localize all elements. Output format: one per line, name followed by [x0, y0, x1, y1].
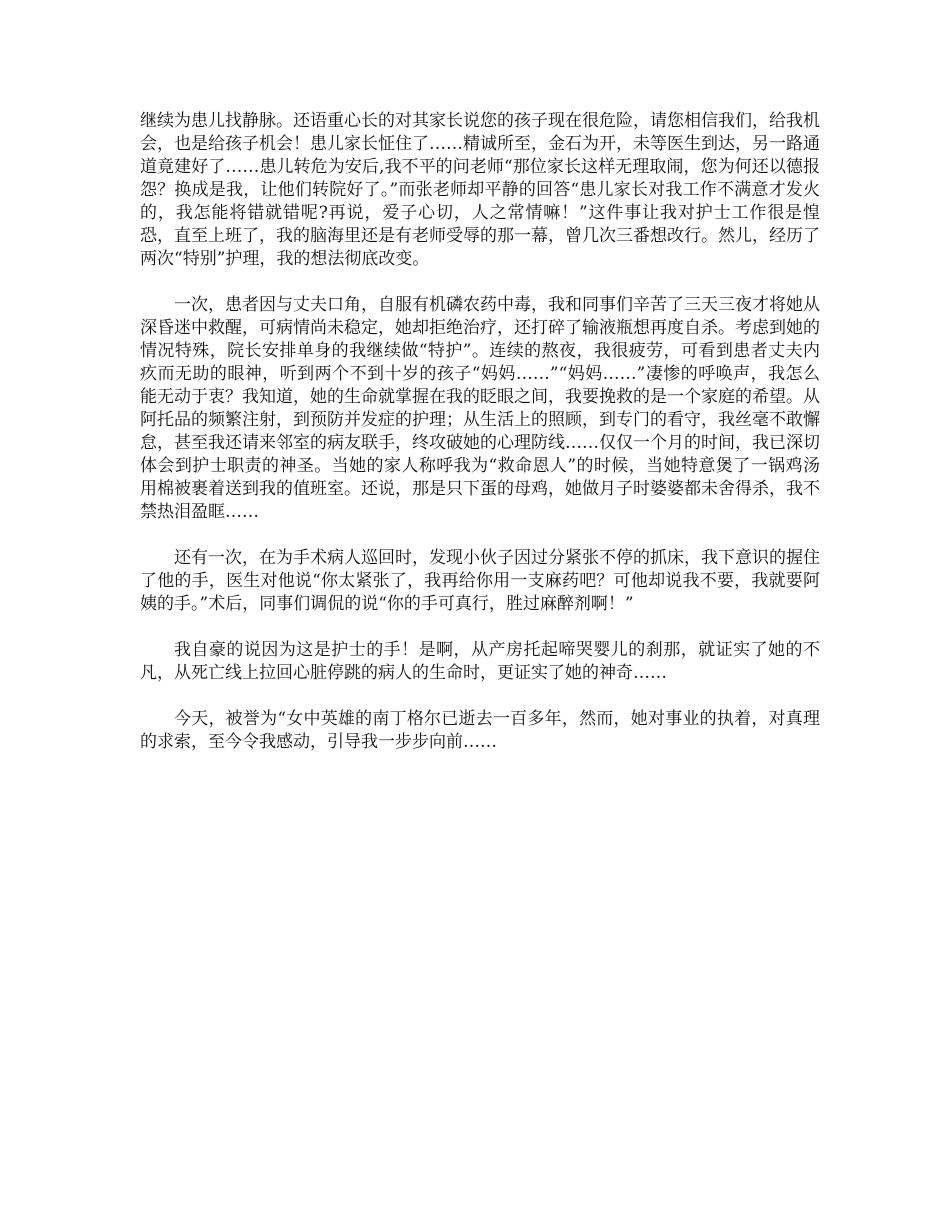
paragraph-2: 一次，患者因与丈夫口角，自服有机磷农药中毒，我和同事们辛苦了三天三夜才将她从深昏迷中救醒，可病情尚未稳定，她却拒绝治疗，还打碎了输液瓶想再度自杀。考虑到她的情况特殊，院长安排单身的我继续做“特护”。连续的熬夜，我很疲劳，可看到患者丈夫内疚而无助的眼神，听到两个不到十岁的孩子“妈妈……”“妈妈……”凄惨的呼唤声，我怎么能无动于衷？我知道，她的生命就掌握在我的眨眼之间，我要挽救的是一个家庭的希望。从阿托品的频繁注射，到预防并发症的护理；从生活上的照顾，到专门的看守，我丝毫不敢懈怠，甚至我还请来邻室的病友联手，终攻破她的心理防线……仅仅一个月的时间，我已深切体会到护士职责的神圣。当她的家人称呼我为“救命恩人”的时候，当她特意煲了一锅鸡汤用棉被裹着送到我的值班室。还说，那是只下蛋的母鸡，她做月子时婆婆都未舍得杀，我不禁热泪盈眶……: [140, 295, 820, 522]
paragraph-3: 还有一次，在为手术病人巡回时，发现小伙子因过分紧张不停的抓床，我下意识的握住了他的手，医生对他说“你太紧张了，我再给你用一支麻药吧？可他却说我不要，我就要阿姨的手。”术后，同事们调侃的说“你的手可真行，胜过麻醉剂啊！”: [140, 548, 820, 614]
paragraph-4: 我自豪的说因为这是护士的手！是啊，从产房托起啼哭婴儿的刹那，就证实了她的不凡，从死亡线上拉回心脏停跳的病人的生命时，更证实了她的神奇……: [140, 640, 820, 683]
document-page: [140, 110, 820, 777]
paragraph-1: 继续为患儿找静脉。还语重心长的对其家长说您的孩子现在很危险，请您相信我们，给我机会，也是给孩子机会！患儿家长怔住了……精诚所至，金石为开，未等医生到达，另一路通道竟建好了……患儿转危为安后,我不平的问老师“那位家长这样无理取闹，您为何还以德报怨？换成是我，让他们转院好了。”而张老师却平静的回答“患儿家长对我工作不满意才发火的，我怎能将错就错呢?再说，爱子心切，人之常情嘛！”这件事让我对护士工作很是惶恐，直至上班了，我的脑海里还是有老师受辱的那一幕，曾几次三番想改行。然儿，经历了两次“特别”护理，我的想法彻底改变。: [140, 111, 820, 269]
paragraph-5: 今天，被誉为“女中英雄的南丁格尔已逝去一百多年，然而，她对事业的执着，对真理的求索，至今令我感动，引导我一步步向前……: [140, 709, 820, 752]
